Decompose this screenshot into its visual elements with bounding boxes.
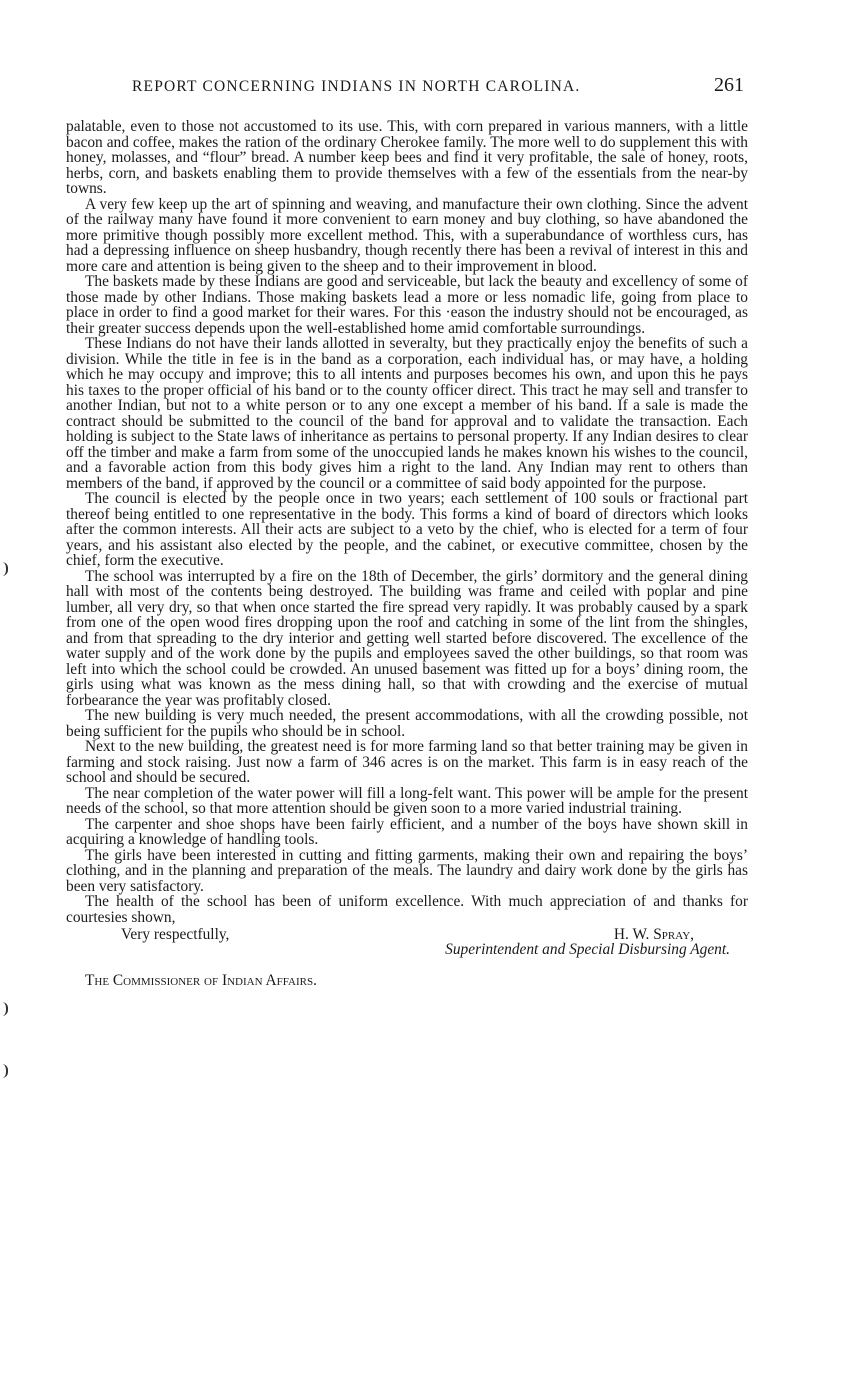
page-number: 261 <box>714 74 744 96</box>
paragraph-water-power: The near completion of the water power will fill a long-felt want. This power will be ample for the present needs of the school, so that more attention should be given soon to a more varied industrial training. <box>66 784 748 817</box>
margin-bracket-mark <box>2 560 8 580</box>
signer-title: Superintendent and Special Disbursing Agent. <box>445 941 730 958</box>
signer-name: H. W. Spray, <box>613 926 694 943</box>
paragraph-new-building: The new building is very much needed, the present accommodations, with all the crowding possible, not being sufficient for the pupils who should be in school. <box>66 707 748 740</box>
margin-bracket-mark <box>2 1000 8 1020</box>
paragraph-baskets: The baskets made by these Indians are good and serviceable, but lack the beauty and excellency of some of those made by other Indians. Those making baskets lead a more or less nomadic life, going from place to place in order to find a good market for their wares. For this ·eason the industry should not be encouraged, as their greater success depends upon the well-established home amid comfortable surroundings. <box>66 273 748 337</box>
paragraph-council: The council is elected by the people once in two years; each settlement of 100 souls or fractional part thereof being entitled to one representative in the body. This forms a kind of board of directors which looks after the common interests. All their acts are subject to a veto by the chief, who is elected for a term of four years, and his assistant also elected by the people, and the cabinet, or executive committee, chosen by the chief, form the executive. <box>66 490 748 569</box>
paragraph-shops: The carpenter and shoe shops have been fairly efficient, and a number of the boys have shown skill in acquiring a knowledge of handling tools. <box>66 815 748 848</box>
paragraph-girls-work: The girls have been interested in cutting and fitting garments, making their own and repairing the boys’ clothing, and in the planning and preparation of the meals. The laundry and dairy work done by the girls has been very satisfactory. <box>66 846 748 895</box>
paragraph-farming-land: Next to the new building, the greatest need is for more farming land so that better training may be given in farming and stock raising. Just now a farm of 346 acres is on the market. This farm is in easy reach of the school and should be secured. <box>66 738 748 786</box>
closing-block <box>66 927 748 957</box>
page-header <box>132 74 744 100</box>
paragraph-diet: palatable, even to those not accustomed to its use. This, with corn prepared in various manners, with a little bacon and coffee, makes the ration of the ordinary Cherokee family. The more well to do supplement this with honey, molasses, and “flour” bread. A number keep bees and find it very profitable, the sale of honey, roots, herbs, corn, and baskets enabling them to provide themselves with a few of the essentials from the near-by towns. <box>66 118 748 197</box>
addressee: The Commissioner of Indian Affairs. <box>85 972 317 989</box>
paragraph-lands: These Indians do not have their lands allotted in severalty, but they practically enjoy the benefits of such a division. While the title in fee is in the band as a corporation, each individual has, or may have, a holding which he may occupy and improve; this to all intents and purposes becomes his own, and upon this he pays his taxes to the proper official of his band or to the county officer direct. This tract he may sell and transfer to another Indian, but not to a white person or to any one except a member of his band. If a sale is made the contract should be submitted to the council of the band for approval and to validate the transaction. Each holding is subject to the State laws of inheritance as pertains to personal property. If any Indian desires to clear off the timber and make a farm from some of the unoccupied lands he makes known his wishes to the council, and a favorable action from this body gives him a right to the land. Any Indian may rent to others than members of the band, if approved by the council or a committee of said body appointed for the purpose. <box>66 335 748 492</box>
valediction: Very respectfully, <box>121 926 230 943</box>
paragraph-spinning-weaving: A very few keep up the art of spinning and weaving, and manufacture their own clothing. Since the advent of the railway many have found it more convenient to earn money and buy clothing, so have abandoned the more primitive though possibly more excellent method. This, with a superabundance of worthless curs, has had a depressing influence on sheep husbandry, though recently there has been a revival of interest in this and more care and attention is being given to the sheep and to their improvement in blood. <box>66 195 748 275</box>
report-body <box>66 119 748 989</box>
paragraph-school-fire: The school was interrupted by a fire on the 18th of December, the girls’ dormitory and the general dining hall with most of the contents being destroyed. The building was frame and ceiled with poplar and pine lumber, all very dry, so that when once started the fire spread very rapidly. It was probably caused by a spark from one of the open wood fires dropping upon the roof and catching in some of the lint from the shingles, and from that spreading to the dry interior and getting well started before discovered. The excellence of the water supply and of the work done by the pupils and employees saved the other buildings, so that room was left into which the school could be crowded. An unused basement was fitted up for a boys’ dining room, the girls using what was known as the mess dining hall, so that with crowding and the exercise of mutual forbearance the year was profitably closed. <box>66 567 748 709</box>
margin-bracket-mark <box>2 1062 8 1082</box>
paragraph-health: The health of the school has been of uniform excellence. With much appreciation of and thanks for courtesies shown, <box>66 893 748 926</box>
running-head: REPORT CONCERNING INDIANS IN NORTH CAROLINA. <box>132 78 581 95</box>
